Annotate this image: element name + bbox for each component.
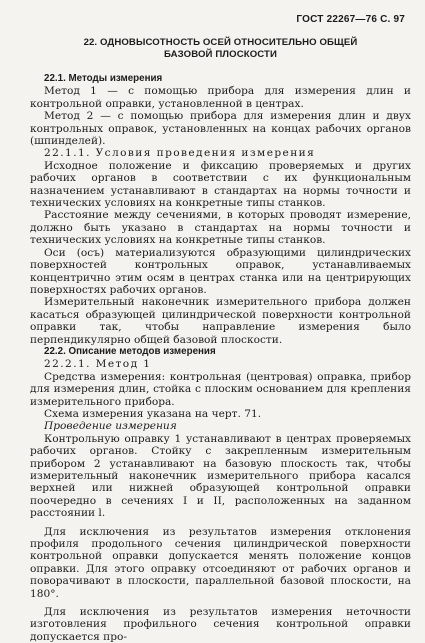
paragraph: Оси (осъ) материализуются образующими цилиндрических поверхностей контрольных оправок, устанавливаемых концентрично этим осям в центрах станка или на центрирующих поверхностях рабочих органов. [30,246,411,296]
subsection-heading: Проведение измерения [44,420,177,433]
subsection-heading: 22.1.1. Условия проведения измерения [44,147,316,160]
paragraph: Для исключения из результатов измерения отклонения профиля продольного сечения цилиндрической поверхности контрольной оправки допускается менять положение концов оправки. Для этого оправку отсоединяют от рабочих органов и поворачивают в плоскости, параллельной базовой плоскости, на 180°. [30,525,411,600]
paragraph: Измерительный наконечник измерительного прибора должен касаться образующей цилиндрической поверхности контрольной оправки так, чтобы направление измерения было перпендикулярно общей базовой плоскости. [30,296,411,346]
subsection-heading: 22.2.1. Метод 1 [44,358,152,371]
page-header: ГОСТ 22267—76 С. 97 [296,14,405,25]
section-title-line-2: БАЗОВОЙ ПЛОСКОСТИ [164,49,277,60]
body-text [30,73,411,643]
paragraph: Средства измерения: контрольная (центровая) оправка, прибор для измерения длин, стойка с плоским основанием для крепления измерительного прибора. [30,370,411,408]
paragraph: Метод 1 — с помощью прибора для измерения длин и контрольной оправки, установленной в центрах. [30,85,411,110]
paragraph: Для исключения из результатов измерения неточности изготовления профильного сечения контрольной оправки допускается про- [30,606,411,643]
paragraph: Исходное положение и фиксацию проверяемых и других рабочих органов в соответствии с их функциональным назначением устанавливают в стандартах на нормы точности и технических условиях на конкретные типы станков. [30,159,411,210]
paragraph: Контрольную оправку 1 устанавливают в центрах проверяемых рабочих органов. Стойку с закрепленным измерительным прибором 2 устанавливают на базовую плоскость так, чтобы измерительный наконечник измерительного прибора касался верхней или нижней образующей контрольной оправки поочередно в сечениях I и II, расположенных на заданном расстоянии l. [30,432,411,520]
paragraph: Расстояние между сечениями, в которых проводят измерение, должно быть указано в стандартах на нормы точности и технических условиях на конкретные типы станков. [30,209,411,247]
paragraph: Схема измерения указана на черт. 71. [44,407,262,420]
section-title [30,37,411,61]
subsection-heading: 22.2. Описание методов измерения [44,345,216,357]
section-title-line-1: 22. ОДНОВЫСОТНОСТЬ ОСЕЙ ОТНОСИТЕЛЬНО ОБЩЕЙ [83,37,358,48]
subsection-heading: 22.1. Методы измерения [44,73,163,84]
paragraph: Метод 2 — с помощью прибора для измерения длин и двух контрольных оправок, установленных на концах рабочих органов (шпинделей). [30,110,411,148]
